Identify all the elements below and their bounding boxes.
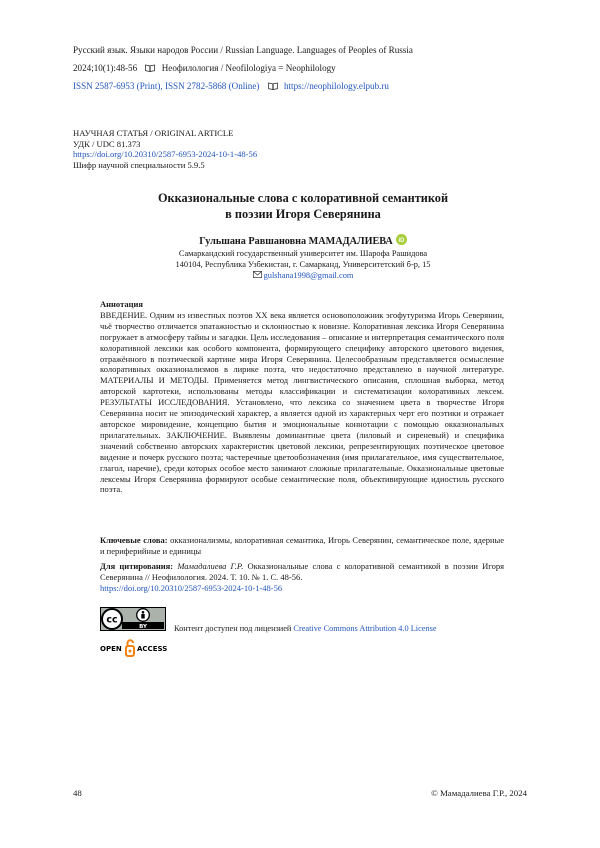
abstract-heading: Аннотация xyxy=(100,299,143,309)
keywords-text: окказионализмы, колоративная семантика, Игорь Северянин, семантическое поле, ядерные и периферийные и единицы xyxy=(100,535,505,556)
mail-icon xyxy=(253,271,262,278)
oa-access-text: ACCESS xyxy=(137,645,168,653)
license-text xyxy=(174,624,437,633)
citation-text: Окказиональные слова с колоративной семантикой в поэзии Игоря Северянина // Неофилология. 2024. Т. 10. № 1. С. 48-56. xyxy=(100,561,504,582)
address: 140104, Республика Узбекистан, г. Самарканд, Университетский б-р, 15 xyxy=(175,259,431,269)
email-link[interactable]: gulshana1998@gmail.com xyxy=(263,270,354,280)
citation xyxy=(100,561,504,594)
journal-section: Неофилология / Neofilologiya = Neophilology xyxy=(161,63,336,73)
copyright: © Мамадалиева Г.Р., 2024 xyxy=(431,788,527,798)
article-meta xyxy=(73,128,257,170)
article-type: НАУЧНАЯ СТАТЬЯ / ORIGINAL ARTICLE xyxy=(73,128,234,138)
abstract xyxy=(100,299,504,495)
title-line-1: Окказиональные слова с колоративной семантикой xyxy=(157,191,449,205)
abstract-text: ВВЕДЕНИЕ. Одним из известных поэтов XX века является основоположник эгофутуризма Игорь Северянин, чьё творчество отличается эпатажностью и склонностью к новизне. Колоративная лексика Игоря Северянина погружает в атмосферу тайны и загадки. Цель исследования – описание и интерпретация семантического поля колоративной лексики как особого компонента, формирующего специфику авторского цветового видения, отражённого в поэтической картине мира Игоря Северянина. Целесообразным представляется осмысление колоративных окказионализмов в лирике поэта, что недостаточно представлено в научной литературе. МАТЕРИАЛЫ И МЕТОДЫ. Применяется метод лингвистического описания, сплошная выборка, метод авторской картотеки, использованы методы классификации и систематизации колоративных лексем. РЕЗУЛЬТАТЫ ИССЛЕДОВАНИЯ. Установлено, что лексика со значением цвета в творчестве Игоря Северянина носит не эпизодический характер, а является одной из характерных черт его поэтики и отражает авторское мировидение, концепцию бытия и эмоциональные коннотации с помощью окказиональных прилагательных. ЗАКЛЮЧЕНИЕ. Выявлены доминантные цвета (лиловый и сиреневый) и специфика значений собственно авторских характеристик цветовой лексики, репрезентирующих поэтическое цветовое видение и почерк русского поэта; частеречные цветообозначения (имя прилагательное, имя существительное, глагол, наречие), среди которых особое место занимают сложные прилагательные. Окказиональные цветовые лексемы Игоря Северянина формируют особые семантические поля, объективирующие идиостиль русского поэта. xyxy=(100,309,504,495)
book-open-icon xyxy=(268,82,278,90)
affiliation: Самаркандский государственный университет им. Шарофа Рашидова xyxy=(178,249,428,258)
cc-by-badge-icon[interactable] xyxy=(100,607,166,631)
article-title xyxy=(73,190,533,222)
citation-doi-link[interactable]: https://doi.org/10.20310/2587-6953-2024-10-1-48-56 xyxy=(100,582,283,593)
author-name: Гульшана Равшановна МАМАДАЛИЕВА xyxy=(199,236,393,247)
page-number: 48 xyxy=(73,788,82,798)
issn-line xyxy=(73,80,533,92)
journal-line: Русский язык. Языки народов России / Russian Language. Languages of Peoples of Russia xyxy=(73,45,413,55)
by-text: BY xyxy=(139,624,147,630)
citation-author: Мамадалиева Г.Р. xyxy=(177,561,244,571)
issn-link[interactable]: ISSN 2587-6953 (Print), ISSN 2782-5868 (Online) xyxy=(73,81,260,91)
doi-link[interactable]: https://doi.org/10.20310/2587-6953-2024-10-1-48-56 xyxy=(73,149,258,159)
keywords xyxy=(100,535,504,557)
book-open-icon xyxy=(145,64,155,72)
journal-header xyxy=(73,44,533,92)
issue-ref: 2024;10(1):48-56 xyxy=(73,63,138,73)
keywords-label: Ключевые слова: xyxy=(100,535,168,545)
citation-label: Для цитирования: xyxy=(100,561,174,571)
author-name-line xyxy=(73,234,533,249)
udc-code: УДК / UDC 81.373 xyxy=(73,138,141,149)
cc-text: cc xyxy=(106,614,118,626)
issue-line xyxy=(73,62,533,74)
title-line-2: в поэзии Игоря Северянина xyxy=(225,207,381,221)
license-link[interactable]: Creative Commons Attribution 4.0 License xyxy=(293,624,437,633)
author-block xyxy=(73,234,533,281)
oa-open-text: OPEN xyxy=(100,645,122,653)
license-prefix: Контент доступен под лицензией xyxy=(174,624,294,633)
license-row xyxy=(100,607,520,637)
open-access-icon[interactable] xyxy=(100,638,172,658)
specialty-code: Шифр научной специальности 5.9.5 xyxy=(73,159,205,170)
orcid-icon[interactable] xyxy=(396,234,407,245)
svg-text:iD: iD xyxy=(398,237,405,244)
email-line xyxy=(73,271,533,282)
journal-site-link[interactable]: https://neophilology.elpub.ru xyxy=(283,81,389,91)
